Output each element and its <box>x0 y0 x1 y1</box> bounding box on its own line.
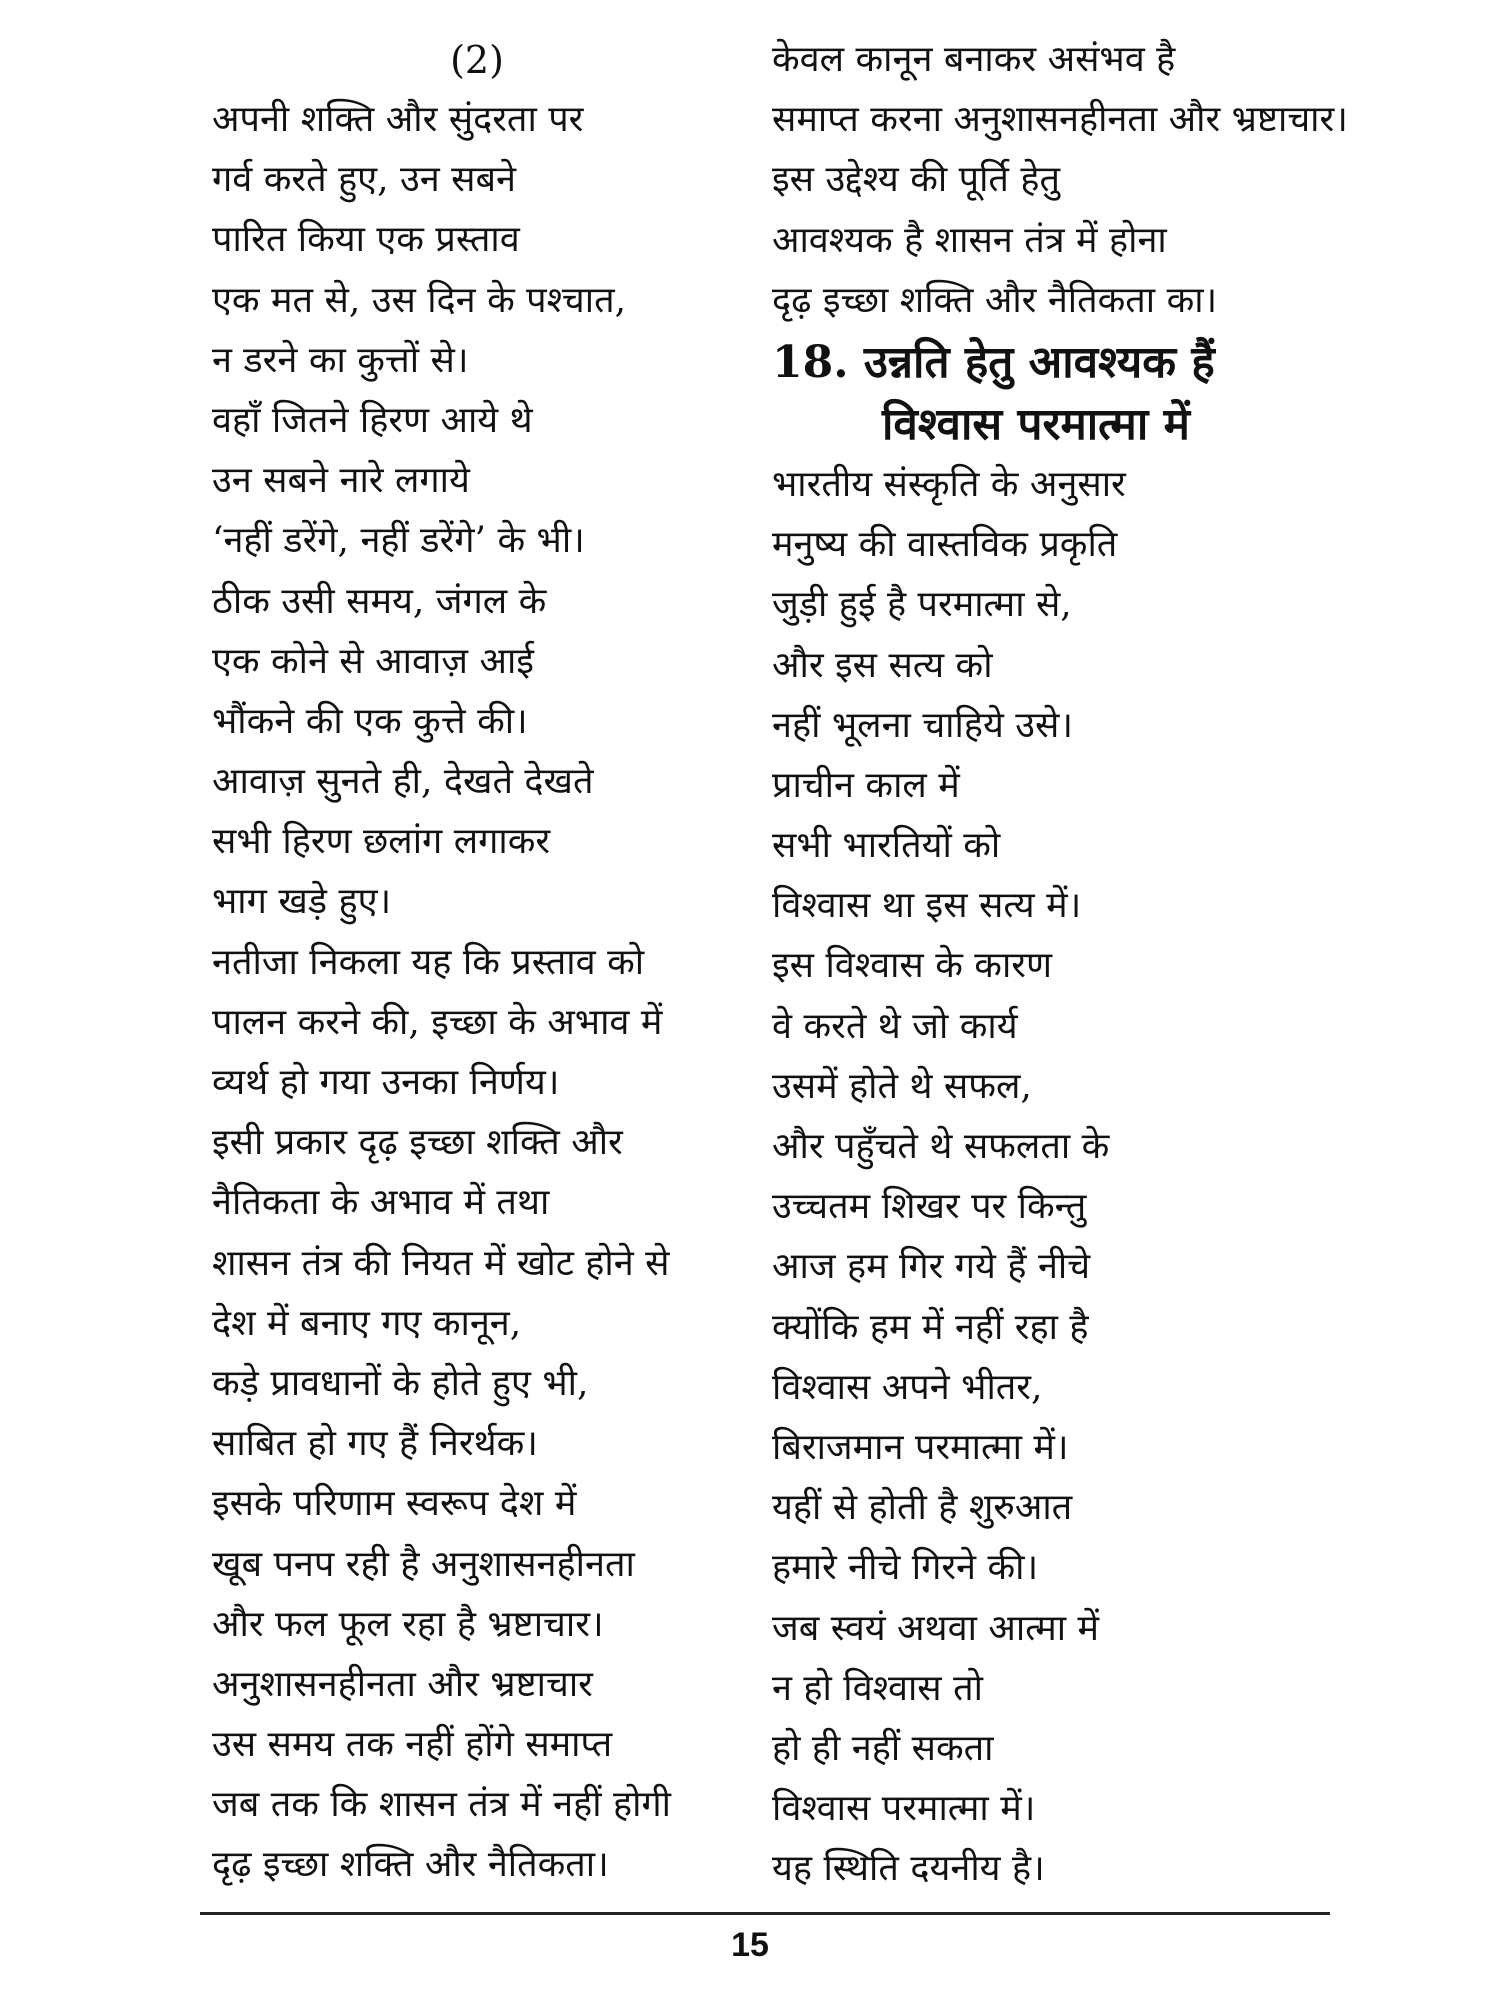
text-line: आवश्यक है शासन तंत्र में होना <box>772 219 1167 261</box>
text-line: न डरने का कुत्तों से। <box>212 339 469 381</box>
section-heading-continued: विश्वास परमात्मा में <box>882 398 1190 450</box>
text-line: इस विश्वास के कारण <box>772 945 1053 987</box>
page-number: 15 <box>731 1926 769 1964</box>
right-column <box>772 30 1348 1899</box>
text-line: प्राचीन काल में <box>772 764 960 806</box>
text-line: नैतिकता के अभाव में तथा <box>212 1182 550 1224</box>
text-line: अनुशासनहीनता और भ्रष्टाचार <box>212 1663 593 1705</box>
text-line: यहीं से होती है शुरुआत <box>772 1487 1073 1529</box>
left-column <box>212 30 742 1896</box>
text-line: सभी भारतियों को <box>772 825 1001 867</box>
text-line: ठीक उसी समय, जंगल के <box>212 580 547 622</box>
text-line: पारित किया एक प्रस्ताव <box>212 219 520 261</box>
text-line: दृढ़ इच्छा शक्ति और नैतिकता का। <box>772 279 1218 321</box>
text-line: भारतीय संस्कृति के अनुसार <box>772 463 1126 505</box>
text-line: भाग खड़े हुए। <box>212 881 392 923</box>
text-line: जब तक कि शासन तंत्र में नहीं होगी <box>212 1784 672 1826</box>
text-line: इसी प्रकार दृढ़ इच्छा शक्ति और <box>212 1122 623 1164</box>
text-line: वहाँ जितने हिरण आये थे <box>212 399 533 441</box>
text-line: केवल कानून बनाकर असंभव है <box>772 39 1176 80</box>
text-line: खूब पनप रही है अनुशासनहीनता <box>212 1543 635 1585</box>
text-line: जब स्वयं अथवा आत्मा में <box>772 1607 1100 1649</box>
text-line: मनुष्य की वास्तविक प्रकृति <box>772 524 1118 566</box>
text-line: देश में बनाए गए कानून, <box>212 1302 522 1344</box>
text-line: गर्व करते हुए, उन सबने <box>212 159 516 201</box>
text-line: भौंकने की एक कुत्ते की। <box>212 700 528 742</box>
text-line: उन सबने नारे लगाये <box>212 460 470 502</box>
text-line: न हो विश्वास तो <box>772 1667 983 1709</box>
text-line: एक कोने से आवाज़ आई <box>212 640 534 682</box>
text-line: उस समय तक नहीं होंगे समाप्त <box>212 1724 613 1766</box>
text-line: बिराजमान परमात्मा में। <box>772 1426 1069 1468</box>
text-line: इसके परिणाम स्वरूप देश में <box>212 1483 577 1525</box>
text-line: उसमें होते थे सफल, <box>772 1065 1032 1107</box>
text-line: विश्वास था इस सत्य में। <box>772 885 1082 927</box>
chapter-number: (2) <box>450 38 504 82</box>
text-line: विश्वास परमात्मा में। <box>772 1788 1036 1830</box>
text-line: कड़े प्रावधानों के होते हुए भी, <box>212 1362 589 1404</box>
text-line: नतीजा निकला यह कि प्रस्ताव को <box>212 941 645 983</box>
text-line: यह स्थिति दयनीय है। <box>772 1848 1045 1890</box>
footer-rule <box>200 1912 1330 1915</box>
text-line: हमारे नीचे गिरने की। <box>772 1547 1039 1589</box>
text-line: और पहुँचते थे सफलता के <box>772 1126 1110 1167</box>
text-line: दृढ़ इच्छा शक्ति और नैतिकता। <box>212 1844 609 1886</box>
text-line: और इस सत्य को <box>772 644 993 686</box>
text-line: हो ही नहीं सकता <box>772 1727 994 1769</box>
text-line: इस उद्देश्य की पूर्ति हेतु <box>772 159 1061 201</box>
text-line: अपनी शक्ति और सुंदरता पर <box>212 99 584 140</box>
text-line: व्यर्थ हो गया उनका निर्णय। <box>212 1062 560 1103</box>
text-line: शासन तंत्र की नियत में खोट होने से <box>212 1242 670 1284</box>
text-line: और फल फूल रहा है भ्रष्टाचार। <box>212 1603 604 1645</box>
text-line: सभी हिरण छलांग लगाकर <box>212 821 551 863</box>
text-line: विश्वास अपने भीतर, <box>772 1366 1043 1408</box>
text-line: क्योंकि हम में नहीं रहा है <box>772 1306 1089 1348</box>
text-line: ‘नहीं डरेंगे, नहीं डरेंगे’ के भी। <box>212 520 585 562</box>
section-heading: 18. उन्नति हेतु आवश्यक हैं <box>772 336 1215 388</box>
text-line: उच्चतम शिखर पर किन्तु <box>772 1186 1087 1228</box>
text-line: समाप्त करना अनुशासनहीनता और भ्रष्टाचार। <box>772 99 1348 141</box>
text-line: साबित हो गए हैं निरर्थक। <box>212 1423 538 1465</box>
text-line: नहीं भूलना चाहिये उसे। <box>772 704 1073 746</box>
text-line: आवाज़ सुनते ही, देखते देखते <box>212 761 594 803</box>
text-line: वे करते थे जो कार्य <box>772 1005 1018 1047</box>
text-line: पालन करने की, इच्छा के अभाव में <box>212 1001 663 1043</box>
text-line: आज हम गिर गये हैं नीचे <box>772 1246 1091 1288</box>
text-line: जुड़ी हुई है परमात्मा से, <box>772 584 1072 626</box>
text-line: एक मत से, उस दिन के पश्चात, <box>212 279 627 321</box>
